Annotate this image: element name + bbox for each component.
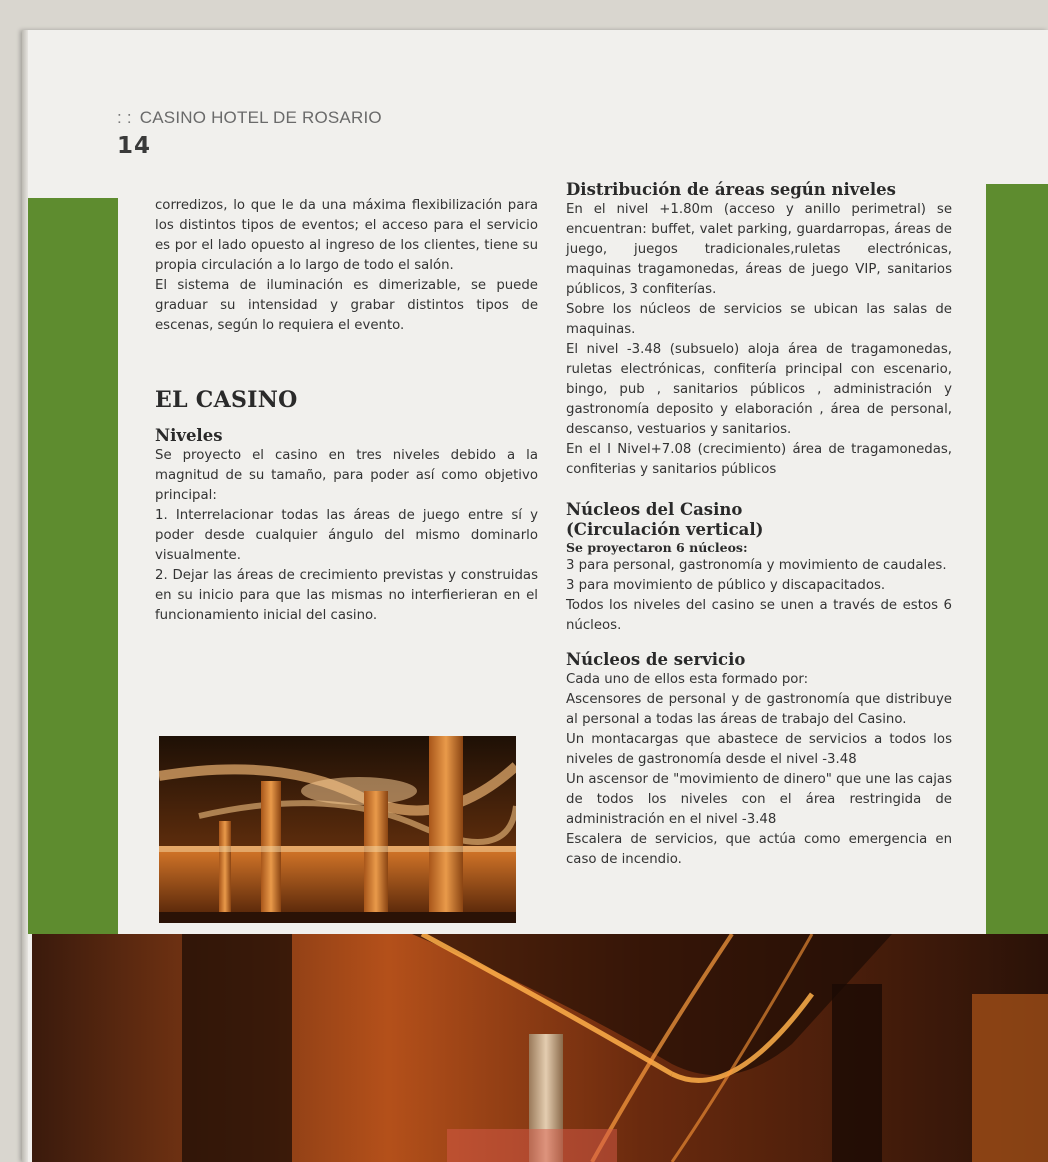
distribucion-line: En el nivel +1.80m (acceso y anillo perimetral) se encuentran: buffet, valet parking, guardarropas, áreas de juego, juegos tradicionales,ruletas electrónicas, maquinas tragamonedas, áreas de juego VIP, sanitarios públicos, 3 confiterías.	[566, 202, 952, 297]
servicio-line: Un ascensor de "movimiento de dinero" que une las cajas de todos los niveles con el área restringida de administración en el nivel -3.48	[566, 772, 952, 827]
header-dots: : :	[117, 108, 132, 127]
green-band-right	[986, 184, 1048, 934]
intro-paragraph: corredizos, lo que le da una máxima flexibilización para los distintos tipos de eventos; el acceso para el servicio es por el lado opuesto al ingreso de los clientes, tiene su propia circulación a lo largo de todo el salón.	[155, 198, 538, 273]
heading-nucleos-casino: Núcleos del Casino	[566, 500, 743, 519]
distribucion-line: El nivel -3.48 (subsuelo) aloja área de tragamonedas, ruletas electrónicas, confitería principal con escenario, bingo, pub , sanitarios públicos , administración y gastronomía deposito y elaboración , área de personal, descanso, vestuarios y sanitarios.	[566, 342, 952, 437]
casino-interior-render-photo	[159, 736, 516, 923]
subheading-seis-nucleos: Se proyectaron 6 núcleos:	[566, 540, 748, 555]
intro-paragraph: El sistema de iluminación es dimerizable, se puede graduar su intensidad y grabar distintos tipos de escenas, según lo requiera el evento.	[155, 278, 538, 333]
nucleos-line: 3 para personal, gastronomía y movimiento de caudales.	[566, 558, 947, 573]
heading-distribucion: Distribución de áreas según niveles	[566, 180, 896, 199]
body-paragraph: 2. Dejar las áreas de crecimiento previstas y construidas en su inicio para que las mismas no interfierieran en el funcionamiento inicial del casino.	[155, 568, 538, 623]
right-column	[566, 180, 952, 870]
left-column	[155, 196, 538, 626]
body-paragraph: Se proyecto el casino en tres niveles debido a la magnitud de su tamaño, para poder así como objetivo principal:	[155, 448, 538, 503]
green-band-left	[28, 198, 118, 934]
casino-render-illustration	[159, 736, 516, 923]
nucleos-line: Todos los niveles del casino se unen a través de estos 6 núcleos.	[566, 598, 952, 633]
servicio-line: Cada uno de ellos esta formado por:	[566, 672, 809, 687]
servicio-line: Un montacargas que abastece de servicios a todos los niveles de gastronomía desde el nivel -3.48	[566, 732, 952, 767]
section-header	[117, 108, 382, 128]
subheading-niveles: Niveles	[155, 426, 223, 445]
heading-nucleos-servicio: Núcleos de servicio	[566, 650, 746, 669]
page-number: 14	[117, 133, 152, 159]
casino-lobby-photo	[32, 934, 1048, 1162]
servicio-line: Ascensores de personal y de gastronomía que distribuye al personal a todas las áreas de trabajo del Casino.	[566, 692, 952, 727]
body-paragraph: 1. Interrelacionar todas las áreas de juego entre sí y poder desde cualquier ángulo del mismo dominarlo visualmente.	[155, 508, 538, 563]
section-heading-el-casino: EL CASINO	[155, 387, 298, 413]
distribucion-line: En el I Nivel+7.08 (crecimiento) área de tragamonedas, confiterias y sanitarios públicos	[566, 442, 952, 477]
lobby-photo-illustration	[32, 934, 1048, 1162]
nucleos-line: 3 para movimiento de público y discapacitados.	[566, 578, 886, 593]
heading-circulacion-vertical: (Circulación vertical)	[566, 520, 764, 539]
section-title: CASINO HOTEL DE ROSARIO	[139, 108, 382, 127]
servicio-line: Escalera de servicios, que actúa como emergencia en caso de incendio.	[566, 832, 952, 867]
distribucion-line: Sobre los núcleos de servicios se ubican las salas de maquinas.	[566, 302, 952, 337]
